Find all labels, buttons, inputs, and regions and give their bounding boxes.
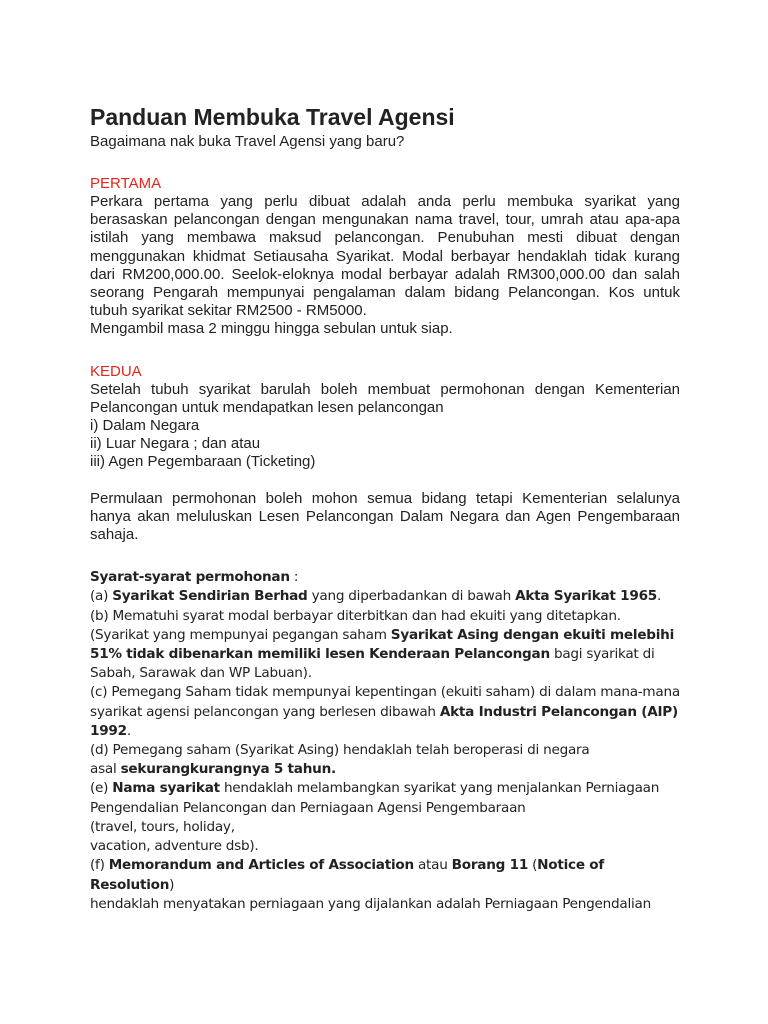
pertama-note: Mengambil masa 2 minggu hingga sebulan untuk siap. [90,320,453,338]
section-pertama [90,175,680,339]
pertama-paragraph: Perkara pertama yang perlu dibuat adalah anda perlu membuka syarikat yang berasaskan pelancongan dengan mengunakan nama travel, tour, umrah atau apa-apa istilah yang membawa maksud pelancongan. Penubuhan mesti dibuat dengan menggunakan khidmat Setiausaha Syarikat. Modal berbayar hendaklah tidak kurang dari RM200,000.00. Seelok-eloknya modal berbayar adalah RM300,000.00 dan salah seorang Pengarah mempunyai pengalaman dalam bidang Pelancongan. Kos untuk tubuh syarikat sekitar RM2500 - RM5000. [90,193,680,320]
requirement-d: (d) Pemegang saham (Syarikat Asing) hendaklah telah beroperasi di negara asal sekurangkurangnya 5 tahun. [90,742,590,778]
section-requirements [90,568,680,914]
heading-pertama: PERTAMA [90,175,162,192]
kedua-paragraph-2: Permulaan permohonan boleh mohon semua bidang tetapi Kementerian selalunya hanya akan meluluskan Lesen Pelancongan Dalam Negara dan Agen Pengembaraan sahaja. [90,489,680,544]
document-title: Panduan Membuka Travel Agensi [90,104,455,130]
kedua-paragraph: Setelah tubuh syarikat barulah boleh membuat permohonan dengan Kementerian Pelancongan untuk mendapatkan lesen pelancongan [90,380,680,416]
requirement-f: (f) Memorandum and Articles of Association atau Borang 11 (Notice of Resolution) hendaklah menyatakan perniagaan yang dijalankan adalah Perniagaan Pengendalian [90,857,651,912]
requirement-e: (e) Nama syarikat hendaklah melambangkan syarikat yang menjalankan Perniagaan Pengendalian Pelancongan dan Perniagaan Agensi Pengembaraan (travel, tours, holiday, vacation, adventure dsb). [90,780,660,855]
requirements-heading: Syarat-syarat permohonan : [90,569,299,586]
requirement-a: (a) Syarikat Sendirian Berhad yang diperbadankan di bawah Akta Syarikat 1965. [90,588,662,605]
list-item: iii) Agen Pegembaraan (Ticketing) [90,453,316,471]
list-item: i) Dalam Negara [90,417,200,435]
requirement-b-note: (Syarikat yang mempunyai pegangan saham Syarikat Asing dengan ekuiti melebihi 51% tidak dibenarkan memiliki lesen Kenderaan Pelancongan bagi syarikat di Sabah, Sarawak dan WP Labuan). [90,626,675,682]
section-kedua [90,363,680,545]
document-subtitle: Bagaimana nak buka Travel Agensi yang baru? [90,133,405,150]
requirement-b: (b) Mematuhi syarat modal berbayar diterbitkan dan had ekuiti yang ditetapkan. [90,607,621,624]
requirement-c: (c) Pemegang Saham tidak mempunyai kepentingan (ekuiti saham) di dalam mana-mana syarikat agensi pelancongan yang berlesen dibawah Akta Industri Pelancongan (AIP) 1992. [90,684,680,739]
requirements-heading-text: Syarat-syarat permohonan [90,569,290,586]
list-item: ii) Luar Negara ; dan atau [90,435,261,453]
heading-kedua: KEDUA [90,362,142,380]
